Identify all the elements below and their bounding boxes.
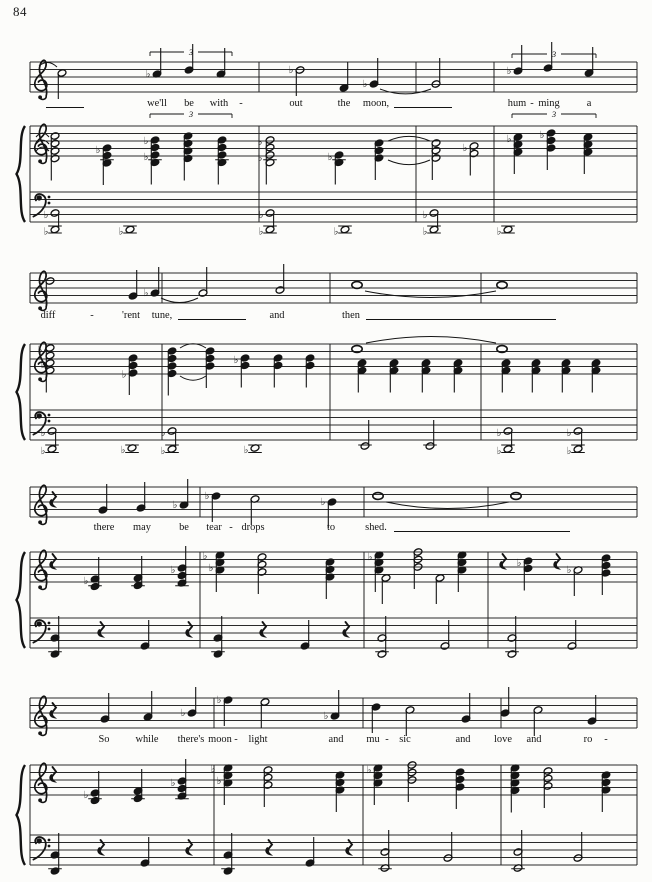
tie-slur xyxy=(380,89,431,94)
piano-brace xyxy=(17,552,26,648)
flat-accidental: ♭ xyxy=(539,130,545,142)
flat-accidental: ♭ xyxy=(40,446,46,458)
lyric-word: with xyxy=(209,98,229,109)
piano-brace xyxy=(17,344,26,440)
tie-slur xyxy=(180,376,206,380)
flat-accidental: ♭ xyxy=(216,776,222,788)
lyric-word: and xyxy=(526,734,542,745)
tie-slur xyxy=(366,337,496,344)
flat-accidental: ♭ xyxy=(233,355,239,367)
bass-clef-icon xyxy=(33,837,50,860)
flat-accidental: ♭ xyxy=(120,445,126,457)
tie-slur xyxy=(386,502,509,509)
tie-slur xyxy=(365,291,496,298)
lyric-word: hum xyxy=(507,98,527,109)
piano-system xyxy=(17,546,638,658)
flat-accidental: ♭ xyxy=(323,711,329,723)
flat-accidental: ♭ xyxy=(258,226,264,238)
flat-accidental: ♭ xyxy=(180,708,186,720)
lyric-word: and xyxy=(328,734,344,745)
lyric-word: moon xyxy=(208,734,232,745)
vocal-staff xyxy=(30,479,637,533)
flat-accidental: ♭ xyxy=(506,66,512,78)
tie-slur xyxy=(388,136,430,141)
flat-accidental: ♭ xyxy=(288,65,294,77)
flat-accidental: ♭ xyxy=(506,134,512,146)
lyric-word: and xyxy=(455,734,471,745)
piano-brace xyxy=(17,765,26,865)
flat-accidental: ♭ xyxy=(40,360,46,372)
flat-accidental: ♭ xyxy=(216,695,222,707)
lyric-word: diff xyxy=(40,310,56,321)
treble-clef-icon xyxy=(35,696,47,735)
flat-accidental: ♭ xyxy=(170,565,176,577)
lyric-word: drops xyxy=(241,522,265,533)
quarter-rest xyxy=(260,622,266,636)
lyric-word: the xyxy=(337,98,351,109)
flat-accidental: ♭ xyxy=(362,79,368,91)
lyric-word: and xyxy=(269,310,285,321)
triplet-number: 3 xyxy=(551,108,557,119)
flat-accidental: ♭ xyxy=(121,369,127,381)
treble-clef-icon xyxy=(35,550,47,589)
lyric-word: there xyxy=(93,522,115,533)
lyric-word: be xyxy=(184,98,194,109)
tie-slur xyxy=(161,298,198,303)
lyric-word: shed. xyxy=(365,522,387,533)
flat-accidental: ♭ xyxy=(37,345,43,357)
lyric-word: mu xyxy=(366,734,380,745)
lyric-word: a xyxy=(586,98,592,109)
flat-accidental: ♭ xyxy=(516,558,522,570)
tie-slur xyxy=(388,160,430,165)
flat-accidental: ♭ xyxy=(210,764,216,776)
piano-brace xyxy=(17,126,26,222)
flat-accidental: ♭ xyxy=(496,446,502,458)
lyric-word: sic xyxy=(399,734,411,745)
flat-accidental: ♭ xyxy=(496,226,502,238)
lyric-word: ming xyxy=(538,98,560,109)
lyric-word: ro xyxy=(583,734,593,745)
flat-accidental: ♭ xyxy=(160,446,166,458)
flat-accidental: ♭ xyxy=(118,226,124,238)
lyric-word: out xyxy=(289,98,303,109)
lyric-word: there's xyxy=(177,734,205,745)
flat-accidental: ♭ xyxy=(243,445,249,457)
lyric-word: - xyxy=(530,98,534,109)
bass-clef-icon xyxy=(33,620,50,643)
flat-accidental: ♭ xyxy=(327,152,333,164)
flat-accidental: ♭ xyxy=(566,428,572,440)
triplet-number: 3 xyxy=(188,108,194,119)
treble-clef-icon xyxy=(35,60,47,99)
flat-accidental: ♭ xyxy=(145,69,151,81)
quarter-rest xyxy=(50,554,56,568)
lyric-word: - xyxy=(604,734,608,745)
lyric-word: then xyxy=(342,310,360,321)
vocal-staff xyxy=(30,42,637,109)
flat-accidental: ♭ xyxy=(40,428,46,440)
treble-clef-icon xyxy=(35,485,47,524)
flat-accidental: ♭ xyxy=(258,210,264,222)
flat-accidental: ♭ xyxy=(143,288,149,300)
flat-accidental: ♭ xyxy=(566,446,572,458)
lyric-word: - xyxy=(229,522,233,533)
quarter-rest xyxy=(500,554,506,568)
flat-accidental: ♭ xyxy=(204,491,210,503)
piano-system xyxy=(17,337,638,458)
lyric-word: may xyxy=(133,522,151,533)
piano-system xyxy=(17,109,638,238)
flat-accidental: ♭ xyxy=(170,778,176,790)
flat-accidental: ♭ xyxy=(43,210,49,222)
quarter-rest xyxy=(98,622,104,636)
flat-accidental: ♭ xyxy=(143,136,149,148)
lyric-word: tear xyxy=(206,522,222,533)
flat-accidental: ♭ xyxy=(202,551,208,563)
system-4 xyxy=(17,687,638,875)
flat-accidental: ♭ xyxy=(320,497,326,509)
lyric-word: moon, xyxy=(362,98,390,109)
quarter-rest xyxy=(343,622,349,636)
flat-accidental: ♭ xyxy=(143,152,149,164)
flat-accidental: ♭ xyxy=(462,143,468,155)
flat-accidental: ♭ xyxy=(496,428,502,440)
lyric-word: So xyxy=(98,734,110,745)
flat-accidental: ♭ xyxy=(257,137,263,149)
flat-accidental: ♭ xyxy=(422,226,428,238)
flat-accidental: ♭ xyxy=(257,153,263,165)
triplet-number: 3 xyxy=(188,46,194,57)
flat-accidental: ♭ xyxy=(422,210,428,222)
flat-accidental: ♭ xyxy=(566,565,572,577)
vocal-staff xyxy=(30,687,637,745)
piano-system xyxy=(17,759,638,875)
lyric-word: while xyxy=(135,734,159,745)
flat-accidental: ♭ xyxy=(83,576,89,588)
flat-accidental: ♭ xyxy=(43,226,49,238)
flat-accidental: ♭ xyxy=(366,765,372,777)
system-2 xyxy=(17,264,638,457)
page-number: 84 xyxy=(13,4,27,19)
quarter-rest xyxy=(554,554,560,568)
lyric-word: love xyxy=(494,734,512,745)
flat-accidental: ♭ xyxy=(367,552,373,564)
lyric-word: - xyxy=(90,310,94,321)
lyric-word: - xyxy=(239,98,243,109)
lyric-word: tune, xyxy=(151,310,173,321)
lyric-word: - xyxy=(234,734,238,745)
treble-clef-icon xyxy=(35,763,47,802)
flat-accidental: ♭ xyxy=(160,428,166,440)
flat-accidental: ♭ xyxy=(38,276,44,288)
lyric-word: we'll xyxy=(147,98,167,109)
vocal-staff xyxy=(30,264,637,321)
flat-accidental: ♭ xyxy=(172,500,178,512)
lyric-word: light xyxy=(248,734,268,745)
quarter-rest xyxy=(50,767,56,781)
lyric-word: to xyxy=(326,522,336,533)
flat-accidental: ♭ xyxy=(208,563,214,575)
flat-accidental: ♭ xyxy=(333,226,339,238)
lyric-word: - xyxy=(385,734,389,745)
flat-accidental: ♭ xyxy=(83,790,89,802)
triplet-number: 3 xyxy=(551,48,557,59)
flat-accidental: ♭ xyxy=(95,145,101,157)
lyric-word: 'rent xyxy=(121,310,141,321)
system-3 xyxy=(17,479,638,658)
quarter-rest xyxy=(186,622,192,636)
system-1 xyxy=(17,42,638,238)
lyric-word: be xyxy=(179,522,189,533)
